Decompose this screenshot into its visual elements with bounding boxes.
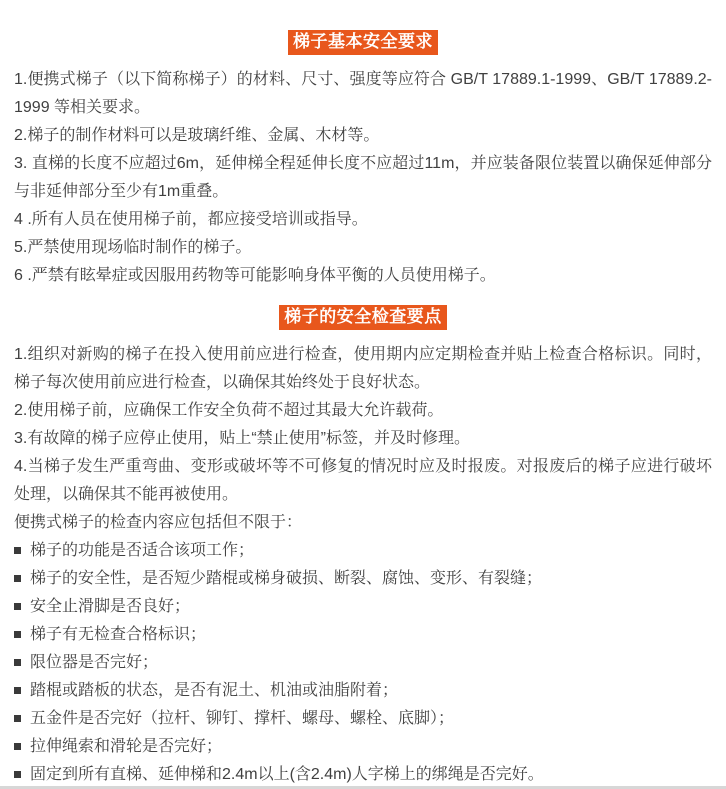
checklist-item-text: 拉伸绳索和滑轮是否完好； <box>30 737 223 755</box>
basic-safety-item-6: 6 .严禁有眩晕症或因服用药物等可能影响身体平衡的人员使用梯子。 <box>14 266 496 284</box>
inspection-item-1: 1.组织对新购的梯子在投入使用前应进行检查，使用期内应定期检查并贴上检查合格标识。同时，梯子每次使用前应进行检查，以确保其始终处于良好状态。 <box>14 345 712 391</box>
bullet-square-icon <box>14 715 21 722</box>
basic-safety-item-3: 3. 直梯的长度不应超过6m，延伸梯全程延伸长度不应超过11m，并应装备限位装置以确保延伸部分与非延伸部分至少有1m重叠。 <box>14 154 712 200</box>
checklist-item-text: 踏棍或踏板的状态，是否有泥土、机油或油脂附着； <box>30 681 399 699</box>
checklist-item-text: 梯子的安全性，是否短少踏棍或梯身破损、断裂、腐蚀、变形、有裂缝； <box>30 569 543 587</box>
section-header-inspection-points <box>14 305 712 330</box>
bullet-square-icon <box>14 575 21 582</box>
checklist-item-text: 梯子有无检查合格标识； <box>30 625 207 643</box>
section-title-basic-safety: 梯子基本安全要求 <box>288 30 438 55</box>
bullet-square-icon <box>14 659 21 666</box>
basic-safety-item-4: 4 .所有人员在使用梯子前，都应接受培训或指导。 <box>14 210 368 228</box>
inspection-item-4: 4.当梯子发生严重弯曲、变形或破坏等不可修复的情况时应及时报废。对报废后的梯子应进行破坏处理，以确保其不能再被使用。 <box>14 457 712 503</box>
inspection-item-3: 3.有故障的梯子应停止使用，贴上“禁止使用”标签，并及时修理。 <box>14 429 471 447</box>
section-title-inspection-points: 梯子的安全检查要点 <box>279 305 447 330</box>
checklist-item <box>14 593 712 621</box>
checklist-item <box>14 677 712 705</box>
checklist-item <box>14 621 712 649</box>
checklist-item-text: 梯子的功能是否适合该项工作； <box>30 541 255 559</box>
basic-safety-item-5: 5.严禁使用现场临时制作的梯子。 <box>14 238 252 256</box>
bullet-square-icon <box>14 687 21 694</box>
basic-safety-item-2: 2.梯子的制作材料可以是玻璃纤维、金属、木材等。 <box>14 126 380 144</box>
bullet-square-icon <box>14 771 21 778</box>
checklist-item-text: 安全止滑脚是否良好； <box>30 597 191 615</box>
bullet-square-icon <box>14 603 21 610</box>
inspection-scope-intro: 便携式梯子的检查内容应包括但不限于： <box>14 513 303 531</box>
inspection-checklist <box>14 537 712 789</box>
checklist-item <box>14 565 712 593</box>
checklist-item-text: 五金件是否完好（拉杆、铆钉、撑杆、螺母、螺栓、底脚）； <box>30 709 455 727</box>
checklist-item <box>14 649 712 677</box>
section-header-basic-safety <box>14 30 712 55</box>
inspection-item-2: 2.使用梯子前，应确保工作安全负荷不超过其最大允许载荷。 <box>14 401 444 419</box>
checklist-item <box>14 705 712 733</box>
basic-safety-item-1: 1.便携式梯子（以下简称梯子）的材料、尺寸、强度等应符合 GB/T 17889.1-1999、GB/T 17889.2-1999 等相关要求。 <box>14 70 712 116</box>
bullet-square-icon <box>14 631 21 638</box>
bullet-square-icon <box>14 547 21 554</box>
checklist-item-text: 固定到所有直梯、延伸梯和2.4m以上(含2.4m)人字梯上的绑绳是否完好。 <box>30 765 544 783</box>
checklist-item <box>14 761 712 789</box>
checklist-item <box>14 733 712 761</box>
checklist-item <box>14 537 712 565</box>
checklist-item-text: 限位器是否完好； <box>30 653 159 671</box>
bullet-square-icon <box>14 743 21 750</box>
